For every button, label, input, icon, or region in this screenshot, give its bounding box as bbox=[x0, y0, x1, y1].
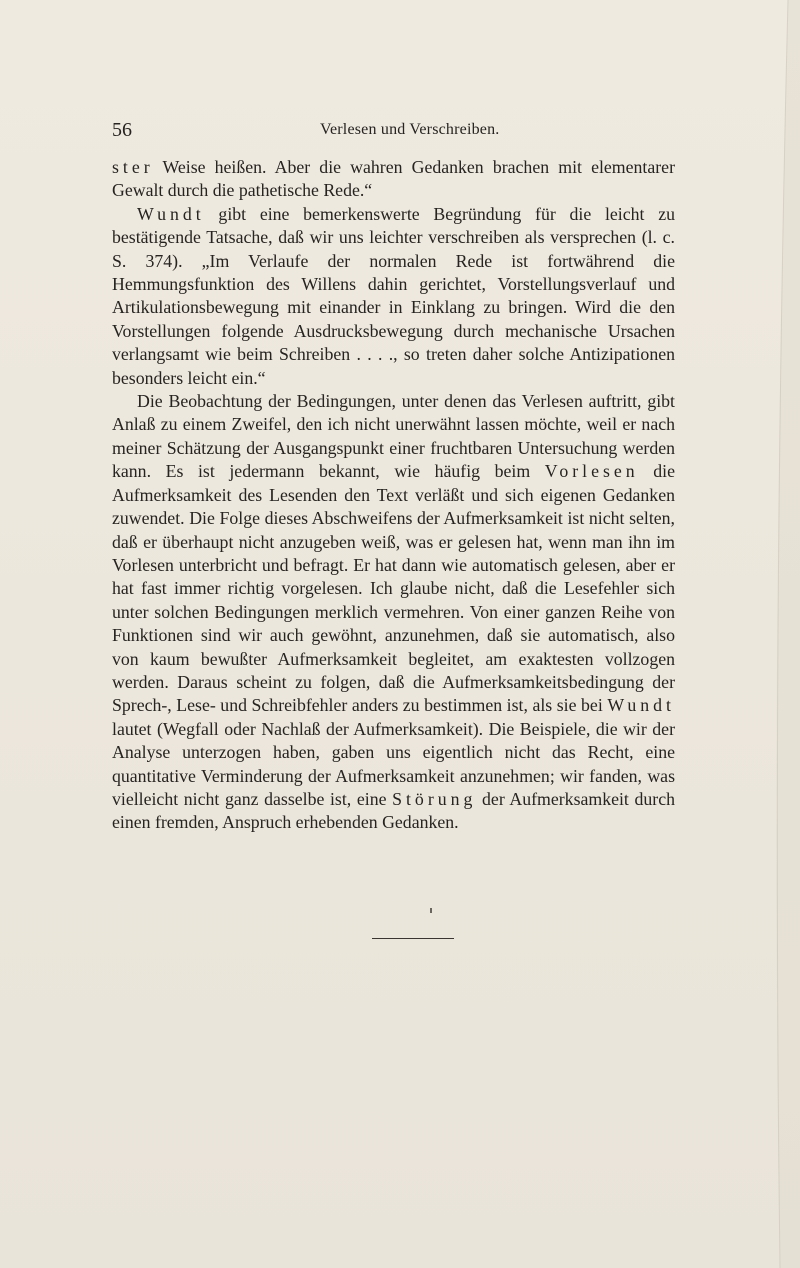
spaced-emphasis: Störung bbox=[392, 788, 477, 809]
running-header bbox=[112, 118, 672, 142]
page-fold-shadow bbox=[740, 0, 800, 1268]
text-segment: Weise heißen. Aber die wahren Gedanken brachen mit elementarer Gewalt durch die pathetische Rede.“ bbox=[112, 157, 675, 201]
paragraph bbox=[112, 203, 675, 390]
paragraph bbox=[112, 390, 675, 835]
spaced-emphasis: Wundt bbox=[137, 203, 205, 224]
print-speck bbox=[430, 908, 432, 913]
spaced-emphasis: Wundt bbox=[607, 695, 675, 716]
text-segment: lautet (Wegfall oder Nachlaß der Aufmerksamkeit). Die Beispiele, die wir der Analyse unterzogen haben, gaben uns eigentlich nicht das Recht, eine quantitative Verminderung der Aufmerksamkeit anzunehmen; wir fanden, was vielleicht nicht ganz dasselbe ist, eine bbox=[112, 718, 675, 809]
spaced-emphasis: ster bbox=[112, 157, 154, 177]
text-segment: Die Beobachtung der Bedingungen, unter denen das Verlesen auftritt, gibt Anlaß zu einem Zweifel, den ich nicht unerwähnt lassen möchte, weil er nach meiner Schätzung der Ausgangspunkt einer fruchtbaren Untersuchung werden kann. Es ist jedermann bekannt, wie häufig beim bbox=[112, 391, 675, 482]
footnote-rule bbox=[372, 938, 454, 939]
page-number: 56 bbox=[112, 119, 132, 141]
spaced-emphasis: Vorlesen bbox=[544, 461, 639, 482]
body-text bbox=[112, 156, 675, 835]
text-segment: gibt eine bemerkenswerte Begründung für die leicht zu bestätigende Tatsache, daß wir uns leichter verschreiben als versprechen (l. c. S. 374). „Im Verlaufe der normalen Rede ist fortwährend die Hemmungsfunktion des Willens dahin gerichtet, Vorstellungsverlauf und Artikulationsbewegung mit einander in Einklang zu bringen. Wird die den Vorstellungen folgende Ausdrucksbewegung durch mechanische Ursachen verlangsamt wie beim Schreiben . . . ., so treten daher solche Antizipationen besonders leicht ein.“ bbox=[112, 203, 675, 388]
paragraph bbox=[112, 156, 675, 203]
text-segment: die Aufmerksamkeit des Lesenden den Text verläßt und sich eigenen Gedanken zuwendet. Die Folge dieses Abschweifens der Aufmerksamkeit ist nicht selten, daß er überhaupt nicht anzugeben weiß, was er gelesen hat, wenn man ihn im Vorlesen unterbricht und befragt. Er hat dann wie automatisch gelesen, aber er hat fast immer richtig vorgelesen. Ich glaube nicht, daß die Lesefehler sich unter solchen Bedingungen merklich vermehren. Von einer ganzen Reihe von Funktionen sind wir auch gewöhnt, anzunehmen, daß sie automatisch, also von kaum bewußter Aufmerksamkeit begleitet, am exaktesten vollzogen werden. Daraus scheint zu folgen, daß die Aufmerksamkeitsbedingung der Sprech-, Lese- und Schreibfehler anders zu bestimmen ist, als sie bei bbox=[112, 461, 675, 716]
text-segment: der Aufmerksamkeit durch einen fremden, Anspruch erhebenden Gedanken. bbox=[112, 788, 675, 833]
running-title: Verlesen und Verschreiben. bbox=[320, 121, 500, 138]
